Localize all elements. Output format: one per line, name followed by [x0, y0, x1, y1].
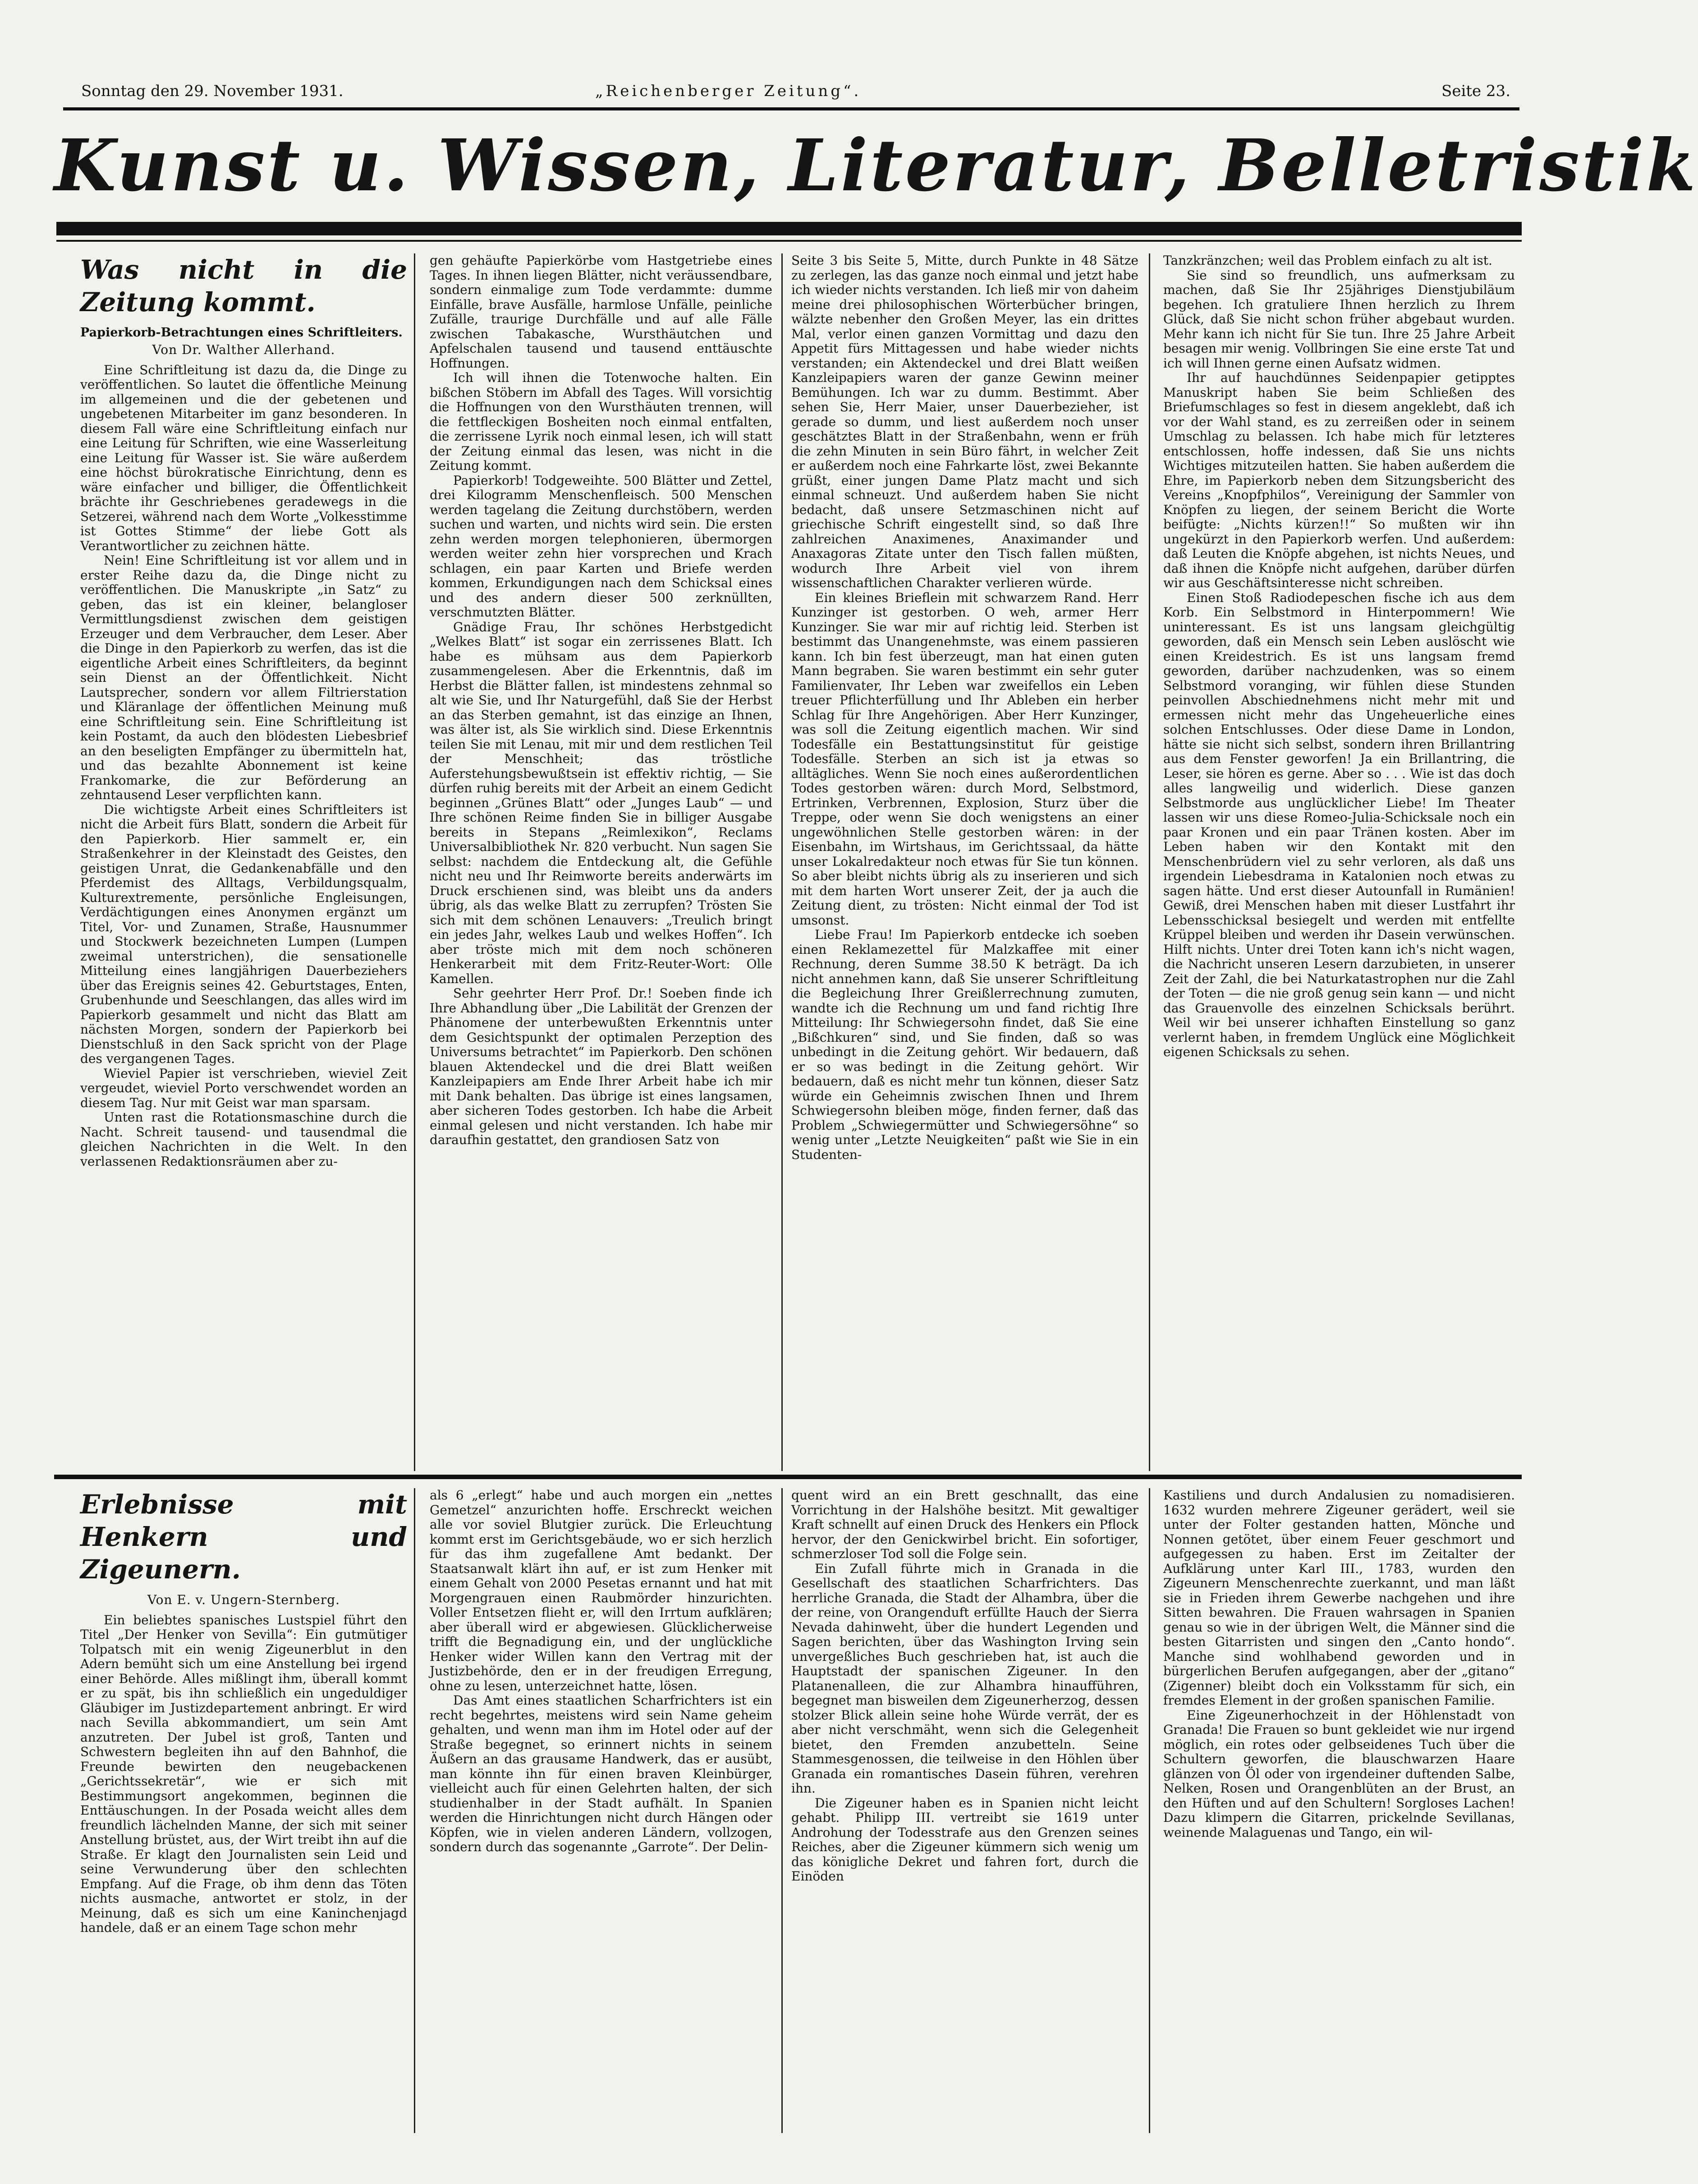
article2-column-1: [80, 1488, 407, 2133]
paragraph: Die wichtigste Arbeit eines Schriftleiters ist nicht die Arbeit fürs Blatt, sondern die Arbeit für den Papierkorb. Hier sammelt er, ein Straßenkehrer in der Kleinstadt des Geistes, den geistigen Unrat, die Gedankenabfälle und den Pferdemist des Alltags, Verbildungsqualm, Kulturextremente, persönliche Engleisungen, Verdächtigungen eines Anonymen ergänzt um Titel, Vor- und Zunamen, Straße, Hausnummer und Stockwerk bezeichneten Lumpen (Lumpen zweimal unterstrichen), die sensationelle Mitteilung eines langjährigen Dauerbeziehers über das Ereignis seines 42. Geburtstages, Enten, Grubenhunde und Seeschlangen, das alles wird im Papierkorb gesammelt und nicht das Blatt am nächsten Morgen, sondern der Papierkorb bei Dienstschluß in den Sack spricht von der Plage des vergangenen Tages.: [80, 802, 407, 1066]
article1-column-4: [1163, 253, 1515, 1471]
article2-author: Von E. v. Ungern-Sternberg.: [147, 1592, 340, 1607]
article1-subtitle: Papierkorb-Betrachtungen eines Schriftleiters.: [80, 326, 403, 340]
paragraph: Ein beliebtes spanisches Lustspiel führt den Titel „Der Henker von Sevilla“: Ein gutmütiger Tolpatsch mit ein wenig Zigeunerblut in den Adern bemüht sich um eine Anstellung bei irgend einer Behörde. Alles mißlingt ihm, überall kommt er zu spät, bis ihn schließlich ein ungeduldiger Gläubiger im Justizdepartement anbringt. Er wird nach Sevilla abkommandiert, um sein Amt anzutreten. Der Jubel ist groß, Tanten und Schwestern begleiten ihn auf den Bahnhof, die Freunde bewirten den neugebackenen „Gerichtssekretär“, wie er sich mit Bestimmungsort angekommen, beginnen die Enttäuschungen. In der Posada weicht alles dem freundlich lächelnden Manne, der sich mit seiner Anstellung brüstet, aus, der Wirt treibt ihn auf die Straße. Er klagt den Journalisten sein Leid und seine Verwunderung über den schlechten Empfang. Auf die Frage, ob ihm denn das Töten nichts ausmache, antwortet er stolz, in der Meinung, daß es sich um eine Kaninchenjagd handele, daß er an einem Tage schon mehr: [80, 1612, 407, 1935]
banner-thin-rule: [56, 240, 1522, 242]
column-divider: [1149, 253, 1150, 1471]
paragraph: Wieviel Papier ist verschrieben, wieviel Zeit vergeudet, wieviel Porto verschwendet worden an diesem Tag. Nur mit Geist war man sparsam.: [80, 1066, 407, 1110]
paragraph: quent wird an ein Brett geschnallt, das eine Vorrichtung in der Halshöhe besitzt. Mit gewaltiger Kraft schnellt auf einen Druck des Henkers ein Pflock hervor, der den Genickwirbel bricht. Ein sofortiger, schmerzloser Tod soll die Folge sein.: [791, 1488, 1138, 1561]
paragraph: Das Amt eines staatlichen Scharfrichters ist ein recht begehrtes, meistens wird sein Name geheim gehalten, und wenn man ihm im Hotel oder auf der Straße begegnet, so erinnert nichts in seinem Äußern an das grausame Handwerk, das er ausübt, man könnte ihn für einen braven Kleinbürger, vielleicht auch für einen Gelehrten halten, der sich studienhalber in der Stadt aufhält. In Spanien werden die Hinrichtungen nicht durch Hängen oder Köpfen, wie in vielen anderen Ländern, vollzogen, sondern durch das sogenannte „Garrote“. Der Delin-: [430, 1693, 772, 1854]
article1-column-3: [791, 253, 1138, 1471]
paragraph: Eine Schriftleitung ist dazu da, die Dinge zu veröffentlichen. So lautet die öffentliche Meinung im allgemeinen und die der gebetenen und ungebetenen Mitarbeiter im ganz besonderen. In diesem Fall wäre eine Schriftleitung einfach nur eine Leitung für Schriften, wie eine Wasserleitung eine Leitung für Wasser ist. Sie wäre außerdem eine höchst bürokratische Einrichtung, denn es wäre einfacher und billiger, die Öffentlichkeit brächte ihr Geschriebenes geradewegs in die Setzerei, während nach dem Worte „Volkesstimme ist Gottes Stimme“ der liebe Gott als Verantwortlicher zu zeichnen hätte.: [80, 362, 407, 553]
page-header: [63, 76, 1519, 107]
paragraph: Ein Zufall führte mich in Granada in die Gesellschaft des staatlichen Scharfrichters. Das herrliche Granada, die Stadt der Alhambra, über die der reine, von Orangenduft erfüllte Hauch der Sierra Nevada dahinweht, über die hundert Legenden und Sagen berichten, über das Washington Irving sein unvergeßliches Buch geschrieben hat, ist auch die Hauptstadt der spanischen Zigeuner. In den Platanenalleen, die zur Alhambra hinaufführen, begegnet man bisweilen dem Zigeunerherzog, dessen stolzer Blick allein seine hohe Würde verrät, der es aber nicht verschmäht, wenn sich die Gelegenheit bietet, den Fremden anzubetteln. Seine Stammesgenossen, die teilweise in den Höhlen über Granada ein romantisches Dasein führen, verehren ihn.: [791, 1561, 1138, 1796]
paragraph: Tanzkränzchen; weil das Problem einfach zu alt ist.: [1163, 253, 1492, 268]
article2-column-4: [1163, 1488, 1515, 2133]
paragraph: gen gehäufte Papierkörbe vom Hastgetriebe eines Tages. In ihnen liegen Blätter, nicht veräussendbare, sondern einmalige zum Tode verdammte: dumme Einfälle, brave Ausfälle, harmlose Unfälle, peinliche Zufälle, traurige Durchfälle und auf alle Fälle zwischen Tabakasche, Wursthäutchen und Apfelschalen tausend und tausend enttäuschte Hoffnungen.: [430, 253, 772, 371]
article-separator: [54, 1475, 1522, 1479]
paragraph: Papierkorb! Todgeweihte. 500 Blätter und Zettel, drei Kilogramm Menschenfleisch. 500 Menschen werden tagelang die Zeitung durchstöbern, werden suchen und warten, und nichts wird sein. Die ersten zehn werden morgen telephonieren, übermorgen werden weiter zehn hier vorsprechen und Krach schlagen, ein paar Karten und Briefe werden kommen, Erkundigungen nach dem Schicksal eines und des andern dieser 500 zerknüllten, verschmutzten Blätter.: [430, 473, 772, 620]
paragraph: Ein kleines Brieflein mit schwarzem Rand. Herr Kunzinger ist gestorben. O weh, armer Herr Kunzinger. Sie war mir auf richtig leid. Sterben ist bestimmt das Unangenehmste, was einem passieren kann. Ich bin fest überzeugt, man hat einen guten Mann begraben. Sie waren bestimmt ein sehr guter Familienvater, Ihr Leben war zweifellos ein Leben treuer Pflichterfüllung und Ihr Ableben ein herber Schlag für Ihre Angehörigen. Aber Herr Kunzinger, was soll die Zeitung eigentlich machen. Wir sind Todesfälle ein Bestattungsinstitut für geistige Todesfälle. Sterben an sich ist ja etwas so alltägliches. Wenn Sie noch eines außerordentlichen Todes gestorben wären: durch Mord, Selbstmord, Ertrinken, Verbrennen, Explosion, Sturz über die Treppe, oder wenn Sie doch wenigstens an einer ungewöhnlichen Stelle gestorben wären: in der Eisenbahn, im Wirtshaus, im Gerichtssaal, da hätte unser Lokalredakteur noch etwas für Sie tun können. So aber bleibt nichts übrig als zu inserieren und sich mit dem harten Wort unserer Zeit, der ja auch die Zeitung dient, zu trösten: Nicht einmal der Tod ist umsonst.: [791, 590, 1138, 928]
article2-title: Erlebnisse mit Henkern und Zigeunern.: [80, 1489, 407, 1585]
paragraph: Seite 3 bis Seite 5, Mitte, durch Punkte in 48 Sätze zu zerlegen, las das ganze noch einmal und jetzt habe ich wieder nichts verstanden. Ich ließ mir von daheim meine drei philosophischen Wörterbücher bringen, wälzte nebenher den Großen Meyer, las ein drittes Mal, verlor einen ganzen Vormittag und dazu den Appetit fürs Mittagessen und habe wieder nichts verstanden; ein Aktendeckel und drei Blatt weißen Kanzleipapiers waren der ganze Gewinn meiner Bemühungen. Ich war zu dumm. Bestimmt. Aber sehen Sie, Herr Maier, unser Dauerbezieher, ist gerade so dumm, und liest außerdem noch unser geschätztes Blatt in der Straßenbahn, wenn er früh die zehn Minuten in sein Büro fährt, in welcher Zeit er außerdem noch eine Fahrkarte löst, zwei Bekannte grüßt, einer jungen Dame Platz macht und sich einmal schneuzt. Und außerdem haben Sie nicht bedacht, daß unsere Setzmaschinen nicht auf griechische Schrift eingestellt sind, so daß Ihre zahlreichen Anaximenes, Anaximander und Anaxagoras Zitate unter den Tisch fallen müßten, wodurch Ihre Arbeit viel von ihrem wissenschaftlichen Charakter verlieren würde.: [791, 253, 1138, 590]
article1-column-1: [80, 253, 407, 1471]
paragraph: Ich will ihnen die Totenwoche halten. Ein bißchen Stöbern im Abfall des Tages. Will vorsichtig die Hoffnungen von den Wursthäuten trennen, will die fettfleckigen Bosheiten noch einmal entfalten, die zerrissene Lyrik noch einmal lesen, ich will statt der Zeitung einmal das lesen, was nicht in die Zeitung kommt.: [430, 370, 772, 473]
header-rule: [63, 107, 1519, 110]
article1-column-2: [430, 253, 772, 1471]
column-divider: [781, 253, 783, 1471]
column-divider: [414, 253, 415, 1471]
header-newspaper-name: „Reichenberger Zeitung“.: [595, 82, 862, 100]
paragraph: Nein! Eine Schriftleitung ist vor allem und in erster Reihe dazu da, die Dinge nicht zu veröffentlichen. Die Manuskripte „in Satz“ zu geben, das ist ein kleiner, belangloser Vermittlungsdienst zwischen dem geistigen Erzeuger und dem Verbraucher, dem Leser. Aber die Dinge in den Papierkorb zu werfen, das ist die eigentliche Arbeit eines Schriftleiters, da beginnt sein Dienst an der Öffentlichkeit. Nicht Lautsprecher, sondern vor allem Filtrierstation und Kläranlage der öffentlichen Meinung muß eine Schriftleitung sein. Eine Schriftleitung ist kein Postamt, da auch den blödesten Liebesbrief an den beseligten Empfänger zu übermitteln hat, und das bezahlte Abonnement ist keine Frankomarke, die zur Beförderung an zehntausend Leser verpflichten kann.: [80, 553, 407, 802]
article1-author: Von Dr. Walther Allerhand.: [152, 342, 335, 357]
article2-column-3: [791, 1488, 1138, 2133]
column-divider: [1149, 1488, 1150, 2133]
column-divider: [414, 1488, 415, 2133]
column-divider: [781, 1488, 783, 2133]
article2-column-2: [430, 1488, 772, 2133]
paragraph: Ihr auf hauchdünnes Seidenpapier getipptes Manuskript haben Sie beim Schließen des Briefumschlages so fest in diesem angeklebt, daß ich vor der Wahl stand, es zu zerreißen oder in seinem Umschlag zu belassen. Ich habe mich für letzteres entschlossen, hoffe indessen, daß Sie uns nichts Wichtiges mitzuteilen hatten. Sie haben außerdem die Ehre, im Papierkorb neben dem Sitzungsbericht des Vereins „Knopfphilos“, Vereinigung der Sammler von Knöpfen zu liegen, der seinem Bericht die Worte beifügte: „Nichts kürzen!!“ So mußten wir ihn ungekürzt in den Papierkorb werfen. Und außerdem: daß Leuten die Knöpfe abgehen, ist nichts Neues, und daß ihnen die Knöpfe nicht aufgehen, darüber dürfen wir aus Geschäftsinteresse nicht schreiben.: [1163, 370, 1515, 590]
header-page-number: Seite 23.: [1441, 82, 1510, 100]
article1-title: Was nicht in die Zeitung kommt.: [80, 254, 407, 317]
banner-rule: [56, 222, 1522, 235]
paragraph: Eine Zigeunerhochzeit in der Höhlenstadt von Granada! Die Frauen so bunt gekleidet wie nur irgend möglich, ein rotes oder gelbseidenes Tuch über die Schultern geworfen, die blauschwarzen Haare glänzen von Öl oder von irgendeiner duftenden Salbe, Nelken, Rosen und Orangenblüten an der Brust, an den Hüften und auf den Schultern! Sorgloses Lachen! Dazu klimpern die Gitarren, prickelnde Sevillanas, weinende Malaguenas und Tango, ein wil-: [1163, 1707, 1515, 1840]
paragraph: Kastiliens und durch Andalusien zu nomadisieren. 1632 wurden mehrere Zigeuner gerädert, weil sie unter der Folter gestanden hatten, Mönche und Nonnen getötet, über einem Feuer geschmort und aufgegessen zu haben. Erst im Zeitalter der Aufklärung unter Karl III., 1783, wurden den Zigeunern Menschenrechte zuerkannt, und man läßt sie in Frieden ihrem Gewerbe nachgehen und ihre Sitten bewahren. Die Frauen wahrsagen in Spanien genau so wie in der übrigen Welt, die Männer sind die besten Gitarristen und singen den „Canto hondo“. Manche sind wohlhabend geworden und in bürgerlichen Berufen aufgegangen, aber der „gitano“ (Zigenner) bleibt doch ein Volksstamm für sich, ein fremdes Element in der großen spanischen Familie.: [1163, 1488, 1515, 1708]
section-banner: Kunst u. Wissen, Literatur, Belletristik: [54, 124, 1698, 207]
paragraph: als 6 „erlegt“ habe und auch morgen ein „nettes Gemetzel“ anzurichten hoffe. Erschreckt weichen alle vor soviel Blutgier zurück. Die Erleuchtung kommt erst im Gerichtsgebäude, wo er sich herzlich für das ihm zugefallene Amt bedankt. Der Staatsanwalt klärt ihn auf, er ist zum Henker mit einem Gehalt von 2000 Pesetas ernannt und hat mit Morgengrauen einen Raubmörder hinzurichten. Voller Entsetzen flieht er, will den Irrtum aufklären; aber überall wird er abgewiesen. Glücklicherweise trifft die Begnadigung ein, und der unglückliche Henker wider Willen kann den Vertrag mit der Justizbehörde, den er in der freudigen Erregung, ohne zu lesen, unterzeichnet hatte, lösen.: [430, 1488, 772, 1693]
paragraph: Einen Stoß Radiodepeschen fische ich aus dem Korb. Ein Selbstmord in Hinterpommern! Wie uninteressant. Es ist uns langsam gleichgültig geworden, daß ein Mensch sein Leben auslöscht wie einen Kreidestrich. Es ist uns langsam fremd geworden, darüber nachzudenken, was so einem Selbstmord voranging, wir fühlen diese Stunden peinvollen Abschiednehmens nicht mehr mit und ermessen nicht mehr das Ungeheuerliche eines solchen Entschlusses. Oder diese Dame in London, hätte sie nicht sich selbst, sondern ihren Brillantring aus dem Fenster geworfen! Ja ein Brillantring, die Leser, sie hören es gerne. Aber so . . . Wie ist das doch alles langweilig und widerlich. Diese ganzen Selbstmorde aus unglücklicher Liebe! Im Theater lassen wir uns diese Romeo-Julia-Schicksale noch ein paar Kronen und ein paar Tränen kosten. Aber im Leben haben wir den Kontakt mit den Menschenbrüdern viel zu sehr verloren, als daß uns irgendein Liebesdrama in Katalonien noch etwas zu sagen hätte. Und erst dieser Autounfall in Rumänien! Gewiß, drei Menschen haben mit dieser Lustfahrt ihr Lebensschicksal besiegelt und werden mit entfellte Krüppel bleiben und werden ihr Dasein verwünschen. Hilft nichts. Unter drei Toten kann ich's nicht wagen, die Nachricht unseren Lesern darzubieten, in unserer Zeit der Zahl, die bei Naturkatastrophen nur die Zahl der Toten — die nie groß genug sein kann — und nicht das Grauenvolle des einzelnen Schicksals berührt. Weil wir bei unserer ichhaften Einstellung so ganz verlernt haben, in fremdem Unglück eine Möglichkeit eigenen Schicksals zu sehen.: [1163, 590, 1515, 1059]
paragraph: Sehr geehrter Herr Prof. Dr.! Soeben finde ich Ihre Abhandlung über „Die Labilität der Grenzen der Phänomene der unterbewußten Erkenntnis unter dem Gesichtspunkt der optimalen Perzeption des Universums betrachtet“ im Papierkorb. Den schönen blauen Aktendeckel und die drei Blatt weißen Kanzleipapiers am Ende Ihrer Arbeit habe ich mir mit Dank behalten. Das übrige ist eines langsamen, aber sicheren Todes gestorben. Ich habe die Arbeit einmal gelesen und nicht verstanden. Ich habe mir daraufhin gestattet, den grandiosen Satz von: [430, 986, 772, 1147]
header-date: Sonntag den 29. November 1931.: [81, 82, 344, 100]
paragraph: Unten rast die Rotationsmaschine durch die Nacht. Schreit tausend- und tausendmal die gleichen Nachrichten in die Welt. In den verlassenen Redaktionsräumen aber zu-: [80, 1110, 407, 1169]
paragraph: Gnädige Frau, Ihr schönes Herbstgedicht „Welkes Blatt“ ist sogar ein zerrissenes Blatt. Ich habe es mühsam aus dem Papierkorb zusammengelesen. Aber die Erkenntnis, daß im Herbst die Blätter fallen, ist mindestens zehnmal so alt wie Sie, und Ihr Naturgefühl, daß Sie der Herbst an das Sterben gemahnt, ist das einzige an Ihnen, was älter ist, als Sie wirklich sind. Diese Erkenntnis teilen Sie mit Lenau, mit mir und dem restlichen Teil der Menschheit; das tröstliche Auferstehungsbewußtsein ist effektiv richtig, — Sie dürfen ruhig bereits mit der Arbeit an einem Gedicht beginnen „Grünes Blatt“ oder „Junges Laub“ — und Ihre schönen Reime finden Sie in billiger Ausgabe bereits in Stepans „Reimlexikon“, Reclams Universalbibliothek Nr. 820 verbucht. Nun sagen Sie selbst: nachdem die Entdeckung alt, die Gefühle nicht neu und Ihr Reimworte bereits anderwärts im Druck erschienen sind, was bleibt uns da anders übrig, als das welke Blatt zu zerrupfen? Trösten Sie sich mit dem schönen Lenauvers: „Treulich bringt ein jedes Jahr, welkes Laub und welkes Hoffen“. Ich aber tröste mich mit dem noch schöneren Henkerarbeit mit dem Fritz-Reuter-Wort: Olle Kamellen.: [430, 619, 772, 986]
paragraph: Liebe Frau! Im Papierkorb entdecke ich soeben einen Reklamezettel für Malzkaffee mit einer Rechnung, deren Summe 38.50 K beträgt. Da ich nicht annehmen kann, daß Sie unserer Schriftleitung die Begleichung Ihrer Greißlerrechnung zumuten, wandte ich die Rechnung um und fand richtig Ihre Mitteilung: Ihr Schwiegersohn findet, daß Sie eine „Bißchkuren“ sind, und Sie finden, daß so was unbedingt in die Zeitung gehört. Wir bedauern, daß er so was bedingt in die Zeitung gehört. Wir bedauern, daß es nicht mehr tun können, dieser Satz würde ein Geheimnis zwischen Ihnen und Ihrem Schwiegersohn bleiben möge, finden ferner, daß das Problem „Schwiegermütter und Schwiegersöhne“ so wenig unter „Letzte Neuigkeiten“ paßt wie Sie in ein Studenten-: [791, 927, 1138, 1162]
paragraph: Die Zigeuner haben es in Spanien nicht leicht gehabt. Philipp III. vertreibt sie 1619 unter Androhung der Todesstrafe aus den Grenzen seines Reiches, aber die Zigeuner kümmern sich wenig um das königliche Dekret und fahren fort, durch die Einöden: [791, 1795, 1138, 1884]
paragraph: Sie sind so freundlich, uns aufmerksam zu machen, daß Sie Ihr 25jähriges Dienstjubiläum begehen. Ich gratuliere Ihnen herzlich zu Ihrem Glück, daß Sie nicht schon früher abgebaut wurden. Mehr kann ich nicht für Sie tun. Ihre 25 Jahre Arbeit besagen mir wenig. Vollbringen Sie eine erste Tat und ich will Ihnen gerne einen Aufsatz widmen.: [1163, 267, 1515, 371]
